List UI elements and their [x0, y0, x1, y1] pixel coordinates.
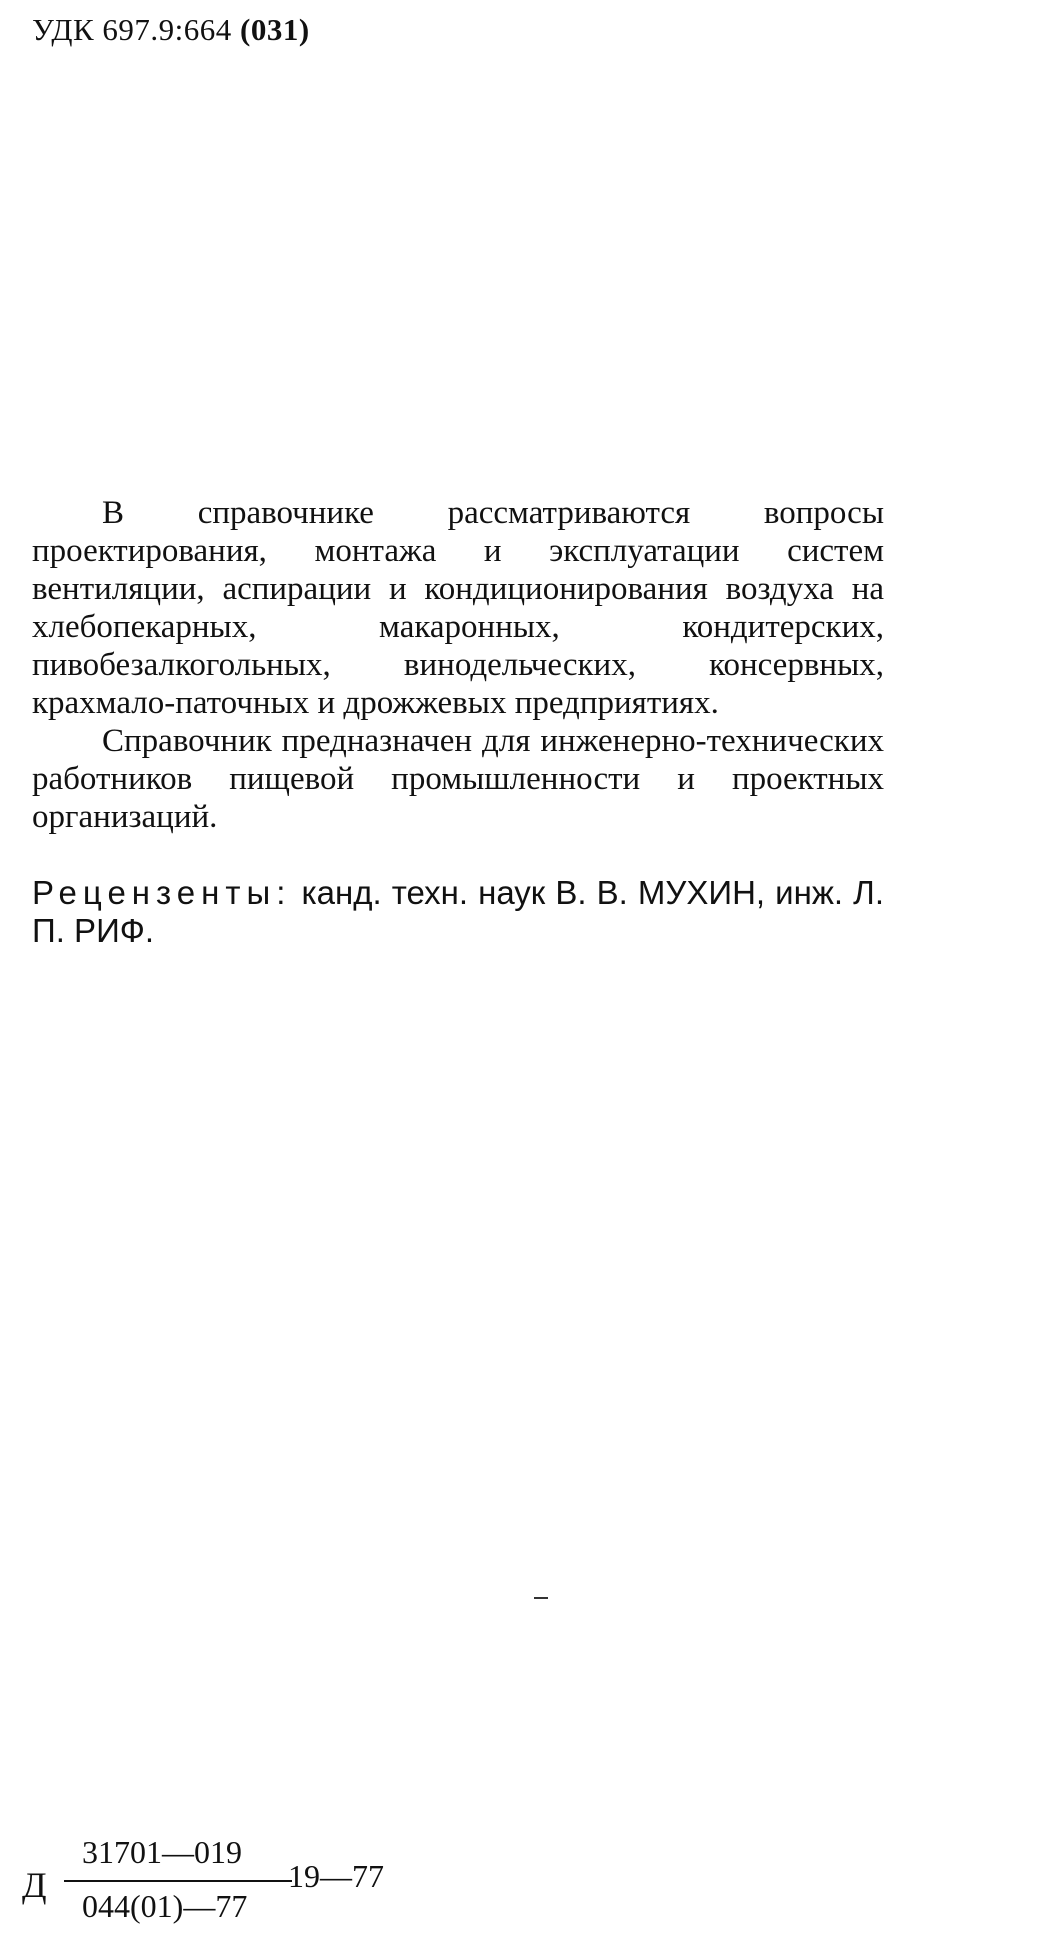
publisher-imprint-code — [22, 1834, 442, 1934]
imprint-numerator: 31701—019 — [82, 1834, 242, 1870]
book-abstract — [32, 494, 884, 836]
udk-prefix: УДК 697.9:664 — [32, 12, 232, 47]
imprint-year-code: 19—77 — [288, 1858, 384, 1894]
fraction-bar — [64, 1880, 292, 1882]
abstract-paragraph-2: Справочник предназначен для инженерно-технических работников пищевой промышленности и проектных организаций. — [32, 723, 884, 835]
reviewers-label: Рецензенты: — [32, 874, 292, 911]
imprint-letter: Д — [22, 1865, 47, 1905]
abstract-paragraph-1: В справочнике рассматриваются вопросы проектирования, монтажа и эксплуатации систем вентиляции, аспирации и кондиционирования воздуха на хлебопекарных, макаронных, кондитерских, пивобезалкогольных, винодельческих, консервных, крахмало-паточных и дрожжевых предприятиях. — [32, 495, 884, 721]
stray-dash-mark — [534, 1597, 548, 1599]
reviewers-names: канд. техн. наук В. В. МУХИН, инж. Л. П. РИФ. — [32, 874, 884, 949]
imprint-denominator: 044(01)—77 — [82, 1888, 248, 1924]
udk-code: (031) — [240, 12, 310, 47]
reviewers-block — [32, 874, 884, 950]
udk-classification — [32, 12, 310, 48]
